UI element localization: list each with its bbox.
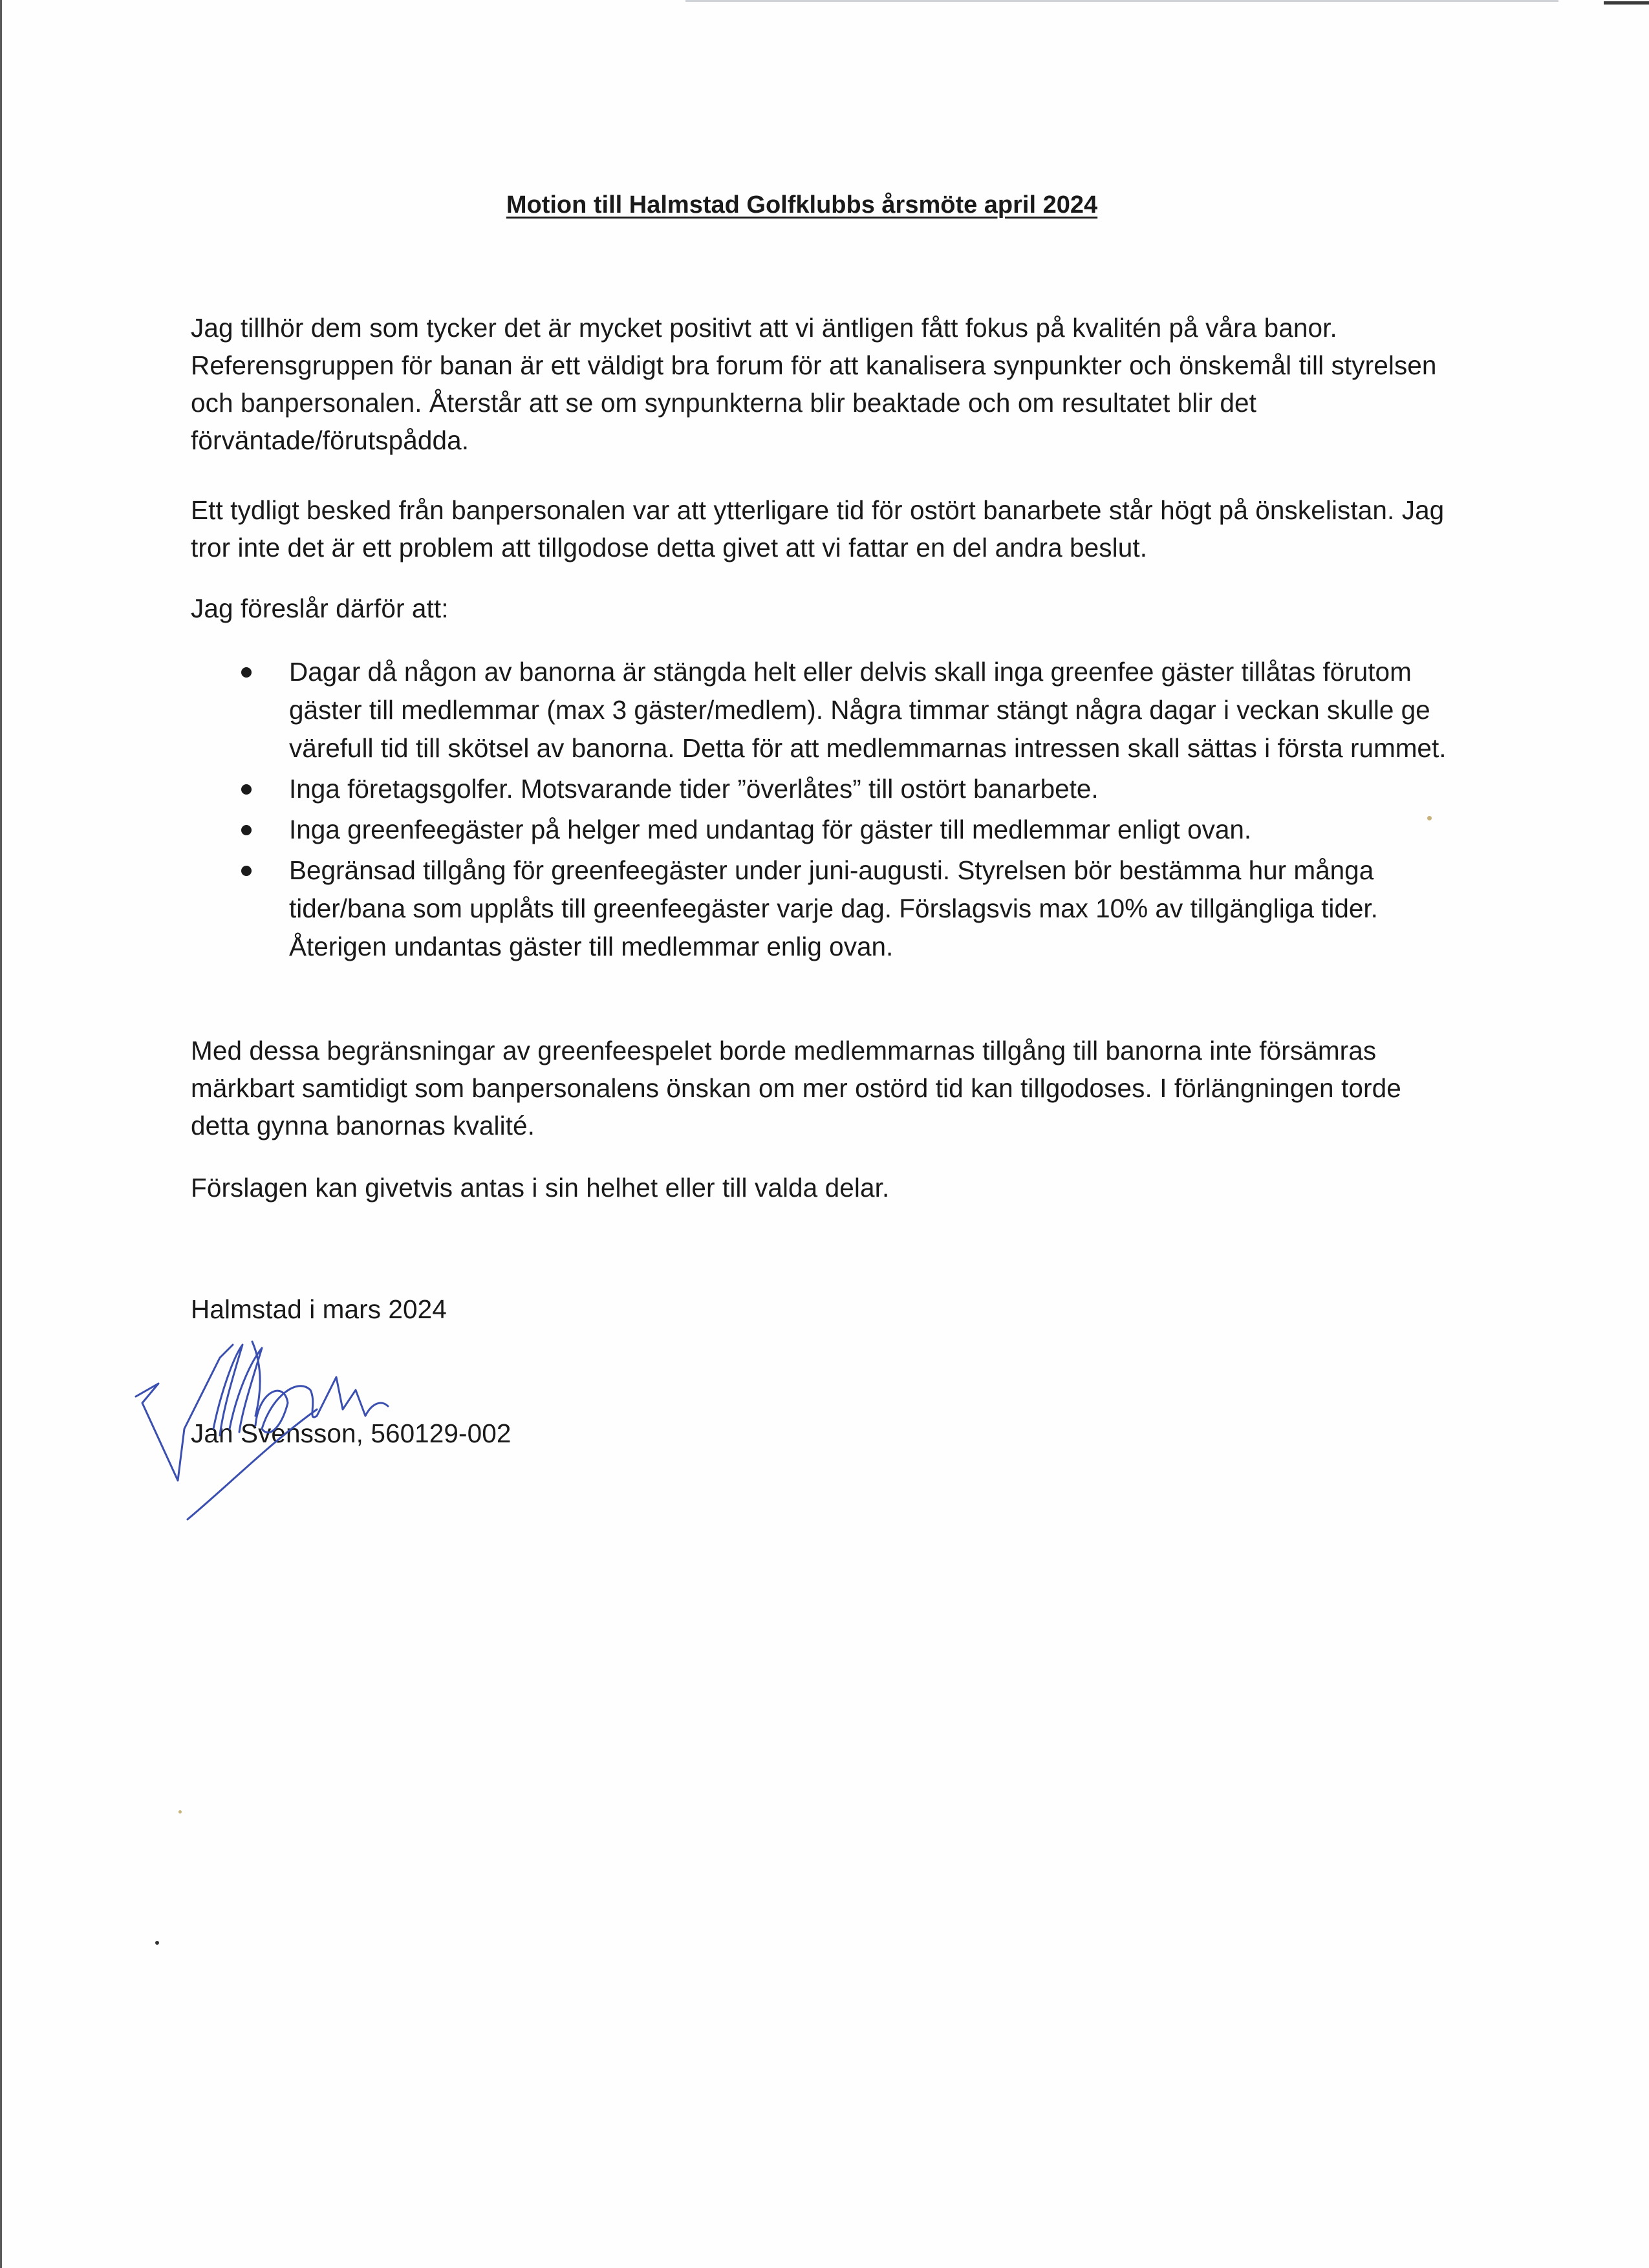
paragraph-conclusion (191, 1032, 1458, 1144)
list-item-text: Inga greenfeegäster på helger med undantag för gäster till medlemmar enligt ovan. (289, 815, 1252, 844)
bullet-icon (241, 667, 252, 678)
list-item-text: Inga företagsgolfer. Motsvarande tider ”överlåtes” till ostört banarbete. (289, 774, 1099, 804)
place-date: Halmstad i mars 2024 (191, 1294, 447, 1324)
handwritten-signature (123, 1319, 427, 1532)
scan-edge-top (685, 0, 1558, 2)
scan-speck (1427, 816, 1432, 820)
list-item-text: Dagar då någon av banorna är stängda helt eller delvis skall inga greenfee gäster tillåtas förutom gäster till medlemmar (max 3 gäster/medlem). Några timmar stängt några dagar i veckan skulle ge värefull tid till skötsel av banorna. Detta för att medlemmarnas intressen skall sättas i första rummet. (289, 657, 1447, 763)
scan-edge-topright (1604, 1, 1649, 5)
scan-speck (178, 1810, 182, 1813)
list-item (191, 653, 1458, 767)
paragraph-text: Ett tydligt besked från banpersonalen var att ytterligare tid för ostört banarbete står högt på önskelistan. Jag tror inte det är ett problem att tillgodose detta givet att vi fattar en del andra beslut. (191, 495, 1445, 562)
paragraph-text: Förslagen kan givetvis antas i sin helhet eller till valda delar. (191, 1173, 890, 1203)
signer-name: Jan Svensson, 560129-002 (191, 1418, 512, 1448)
list-item-text: Begränsad tillgång för greenfeegäster under juni-augusti. Styrelsen bör bestämma hur många tider/bana som upplåts till greenfeegäster varje dag. Förslagsvis max 10% av tillgängliga tider. Återigen undantas gäster till medlemmar enlig ovan. (289, 855, 1378, 961)
paragraph-adoption-note (191, 1169, 1458, 1206)
scan-edge-left (0, 0, 2, 2268)
proposal-list (191, 653, 1458, 968)
paragraph-text: Jag tillhör dem som tycker det är mycket positivt att vi äntligen fått fokus på kvalitén på våra banor. Referensgruppen för banan är ett väldigt bra forum för att kanalisera synpunkter och önskemål till styrelsen och banpersonalen. Återstår att se om synpunkterna blir beaktade och om resultatet blir det förväntade/förutspådda. (191, 313, 1437, 455)
scan-speck (155, 1941, 159, 1945)
list-item (191, 811, 1458, 849)
paragraph-intro (191, 309, 1458, 459)
paragraph-proposal-lead (191, 590, 1458, 627)
paragraph-text: Jag föreslår därför att: (191, 594, 449, 623)
paragraph-request (191, 491, 1458, 566)
list-item (191, 770, 1458, 808)
bullet-icon (241, 825, 252, 835)
document-title: Motion till Halmstad Golfklubbs årsmöte april 2024 (506, 191, 1098, 219)
bullet-icon (241, 866, 252, 876)
paragraph-text: Med dessa begränsningar av greenfeespelet borde medlemmarnas tillgång till banorna inte försämras märkbart samtidigt som banpersonalens önskan om mer ostörd tid kan tillgodoses. I förlängningen torde detta gynna banornas kvalité. (191, 1036, 1401, 1140)
list-item (191, 851, 1458, 966)
bullet-icon (241, 784, 252, 795)
